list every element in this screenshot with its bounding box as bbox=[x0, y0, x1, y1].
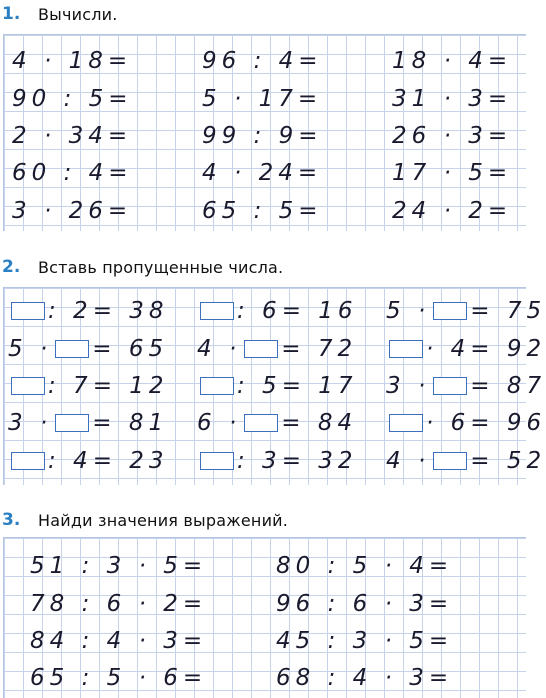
equation-right-part: : 2= 38 bbox=[48, 298, 169, 324]
missing-number-equation bbox=[8, 335, 168, 363]
missing-number-equation bbox=[386, 409, 546, 437]
missing-number-equation bbox=[197, 372, 358, 400]
equation-left-part: 3 · bbox=[386, 373, 431, 399]
task-2-header bbox=[0, 254, 283, 280]
equation-left-part: 3 · bbox=[8, 410, 53, 436]
equation-left-part: 4 · bbox=[197, 336, 242, 362]
expression: 4 · 18= bbox=[12, 48, 133, 74]
expression: 3 · 26= bbox=[12, 198, 133, 224]
equation-right-part: = 52 bbox=[470, 448, 546, 474]
task-number: 3. bbox=[2, 510, 21, 530]
missing-number-equation bbox=[197, 297, 358, 325]
missing-number-equation bbox=[386, 372, 546, 400]
answer-box[interactable] bbox=[389, 414, 423, 432]
equation-right-part: = 81 bbox=[92, 410, 169, 436]
expression: 90 : 5= bbox=[12, 86, 133, 112]
equation-right-part: · 6= 96 bbox=[426, 410, 546, 436]
expression: 2 · 34= bbox=[12, 123, 133, 149]
answer-box[interactable] bbox=[389, 340, 423, 358]
expression: 5 · 17= bbox=[202, 86, 323, 112]
task-title: Вычисли. bbox=[38, 4, 118, 24]
missing-number-equation bbox=[386, 335, 546, 363]
equation-right-part: : 4= 23 bbox=[48, 448, 169, 474]
equation-right-part: : 7= 12 bbox=[48, 373, 169, 399]
answer-box[interactable] bbox=[244, 414, 278, 432]
missing-number-equation bbox=[8, 409, 168, 437]
equation-left-part: 4 · bbox=[386, 448, 431, 474]
equation-right-part: · 4= 92 bbox=[426, 336, 546, 362]
equation-right-part: = 65 bbox=[92, 336, 169, 362]
expression: 99 : 9= bbox=[202, 123, 323, 149]
task-3-header bbox=[0, 507, 288, 533]
expression: 68 : 4 · 3= bbox=[276, 665, 454, 691]
expression: 80 : 5 · 4= bbox=[276, 553, 454, 579]
answer-box[interactable] bbox=[433, 302, 467, 320]
task-title: Найди значения выражений. bbox=[38, 510, 289, 530]
equation-left-part: 5 · bbox=[386, 298, 431, 324]
expression: 65 : 5= bbox=[202, 198, 323, 224]
expression: 51 : 3 · 5= bbox=[30, 553, 208, 579]
answer-box[interactable] bbox=[11, 302, 45, 320]
answer-box[interactable] bbox=[11, 452, 45, 470]
missing-number-equation bbox=[197, 447, 358, 475]
equation-right-part: = 75 bbox=[470, 298, 546, 324]
expression: 96 : 6 · 3= bbox=[276, 591, 454, 617]
missing-number-equation bbox=[386, 447, 546, 475]
answer-box[interactable] bbox=[244, 340, 278, 358]
missing-number-equation bbox=[8, 447, 169, 475]
expression: 24 · 2= bbox=[392, 198, 513, 224]
expression: 4 · 24= bbox=[202, 160, 323, 186]
missing-number-equation bbox=[8, 372, 169, 400]
missing-number-equation bbox=[197, 409, 357, 437]
equation-right-part: = 84 bbox=[281, 410, 358, 436]
equation-left-part: 6 · bbox=[197, 410, 242, 436]
equation-right-part: = 72 bbox=[281, 336, 358, 362]
answer-box[interactable] bbox=[200, 452, 234, 470]
expression: 84 : 4 · 3= bbox=[30, 628, 208, 654]
expression: 18 · 4= bbox=[392, 48, 513, 74]
equation-right-part: : 5= 17 bbox=[237, 373, 358, 399]
task-number: 1. bbox=[2, 4, 21, 24]
expression: 17 · 5= bbox=[392, 160, 513, 186]
expression: 31 · 3= bbox=[392, 86, 513, 112]
missing-number-equation bbox=[386, 297, 546, 325]
missing-number-equation bbox=[8, 297, 169, 325]
answer-box[interactable] bbox=[200, 377, 234, 395]
answer-box[interactable] bbox=[433, 452, 467, 470]
answer-box[interactable] bbox=[55, 340, 89, 358]
expression: 65 : 5 · 6= bbox=[30, 665, 208, 691]
answer-box[interactable] bbox=[200, 302, 234, 320]
missing-number-equation bbox=[197, 335, 357, 363]
equation-left-part: 5 · bbox=[8, 336, 53, 362]
expression: 45 : 3 · 5= bbox=[276, 628, 454, 654]
expression: 96 : 4= bbox=[202, 48, 323, 74]
answer-box[interactable] bbox=[11, 377, 45, 395]
task-title: Вставь пропущенные числа. bbox=[38, 257, 284, 277]
answer-box[interactable] bbox=[433, 377, 467, 395]
answer-box[interactable] bbox=[55, 414, 89, 432]
expression: 26 · 3= bbox=[392, 123, 513, 149]
expression: 60 : 4= bbox=[12, 160, 133, 186]
equation-right-part: = 87 bbox=[470, 373, 546, 399]
expression: 78 : 6 · 2= bbox=[30, 591, 208, 617]
task-1-header bbox=[0, 1, 118, 27]
equation-right-part: : 3= 32 bbox=[237, 448, 358, 474]
task-number: 2. bbox=[2, 257, 21, 277]
equation-right-part: : 6= 16 bbox=[237, 298, 358, 324]
